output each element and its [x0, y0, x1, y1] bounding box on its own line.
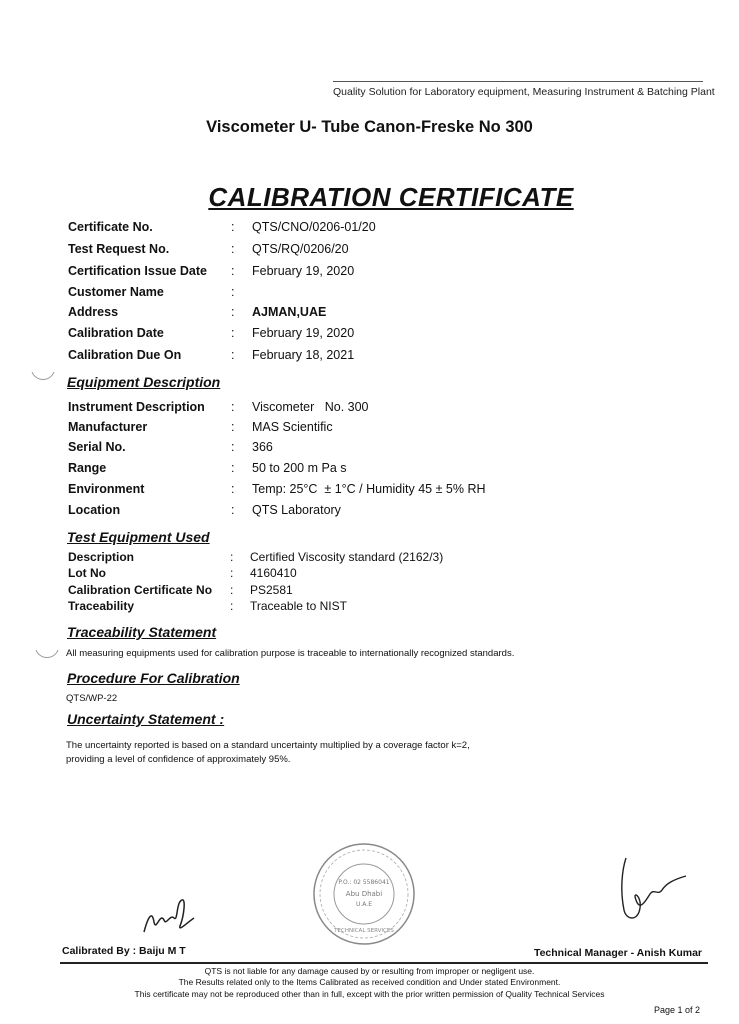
field-label: Calibration Date — [68, 326, 164, 340]
field-value: PS2581 — [250, 583, 293, 597]
field-colon: : — [231, 440, 235, 454]
footer-disclaimer-3: This certificate may not be reproduced other than in full, except with the prior written permission of Quality Technical Services — [134, 989, 605, 999]
field-label: Address — [68, 305, 119, 319]
footer-disclaimer-1: QTS is not liable for any damage caused by or resulting from improper or negligent use. — [204, 966, 535, 976]
field-colon: : — [231, 482, 235, 496]
footer-disclaimer-2: The Results related only to the Items Calibrated as received condition and Under stated Environment. — [178, 977, 561, 987]
procedure-text: QTS/WP-22 — [66, 693, 118, 704]
field-value: February 19, 2020 — [252, 326, 355, 340]
certificate-subject: Viscometer U- Tube Canon-Freske No 300 — [206, 118, 533, 136]
field-label: Lot No — [68, 566, 106, 580]
company-tagline: Quality Solution for Laboratory equipment, Measuring Instrument & Batching Plant — [333, 86, 715, 98]
header-rule — [333, 81, 703, 82]
punch-mark-icon — [34, 648, 60, 662]
field-colon: : — [231, 264, 235, 278]
traceability-heading: Traceability Statement — [67, 624, 217, 640]
field-colon: : — [231, 400, 235, 414]
field-label: Environment — [68, 482, 145, 496]
field-colon: : — [231, 420, 235, 434]
footer-rule — [60, 962, 708, 964]
field-value: Traceable to NIST — [250, 599, 347, 613]
field-colon: : — [231, 503, 235, 517]
field-value: QTS/RQ/0206/20 — [252, 242, 349, 256]
field-colon: : — [231, 461, 235, 475]
procedure-heading: Procedure For Calibration — [67, 670, 240, 686]
certificate-title: CALIBRATION CERTIFICATE — [208, 182, 574, 212]
field-label: Customer Name — [68, 285, 164, 299]
field-value: February 18, 2021 — [252, 348, 355, 362]
uncertainty-text-line2: providing a level of confidence of approximately 95%. — [66, 754, 291, 765]
field-label: Location — [68, 503, 121, 517]
field-label: Traceability — [68, 599, 135, 613]
field-label: Certificate No. — [68, 220, 153, 234]
field-value: AJMAN,UAE — [252, 305, 327, 319]
calibrator-signature — [140, 892, 200, 942]
field-colon: : — [230, 550, 234, 564]
field-label: Calibration Due On — [68, 348, 182, 362]
field-colon: : — [231, 285, 235, 299]
technical-manager: Technical Manager - Anish Kumar — [533, 947, 702, 959]
field-value: 366 — [252, 440, 273, 454]
page-number: Page 1 of 2 — [653, 1005, 700, 1015]
company-stamp — [308, 838, 420, 950]
field-colon: : — [231, 326, 235, 340]
field-value: QTS/CNO/0206-01/20 — [252, 220, 376, 234]
field-label: Test Request No. — [68, 242, 170, 256]
field-label: Certification Issue Date — [68, 264, 207, 278]
svg-text:P.O.: 02 5586041: P.O.: 02 5586041 — [338, 879, 390, 886]
field-colon: : — [231, 220, 235, 234]
field-label: Serial No. — [68, 440, 126, 454]
field-colon: : — [231, 348, 235, 362]
field-colon: : — [230, 583, 234, 597]
field-label: Calibration Certificate No — [68, 583, 213, 597]
field-label: Range — [68, 461, 107, 475]
manager-signature — [612, 850, 692, 930]
field-value: Viscometer No. 300 — [252, 400, 369, 414]
field-colon: : — [231, 305, 235, 319]
svg-text:TECHNICAL SERVICES: TECHNICAL SERVICES — [334, 928, 394, 934]
punch-mark-icon — [30, 370, 56, 384]
calibrated-by: Calibrated By : Baiju M T — [62, 945, 186, 957]
field-value: QTS Laboratory — [252, 503, 341, 517]
uncertainty-text-line1: The uncertainty reported is based on a standard uncertainty multiplied by a coverage factor k=2, — [66, 740, 470, 751]
field-colon: : — [231, 242, 235, 256]
field-label: Manufacturer — [68, 420, 148, 434]
svg-text:Abu Dhabi: Abu Dhabi — [345, 890, 383, 898]
field-label: Description — [68, 550, 135, 564]
field-value: February 19, 2020 — [252, 264, 355, 278]
svg-text:U.A.E: U.A.E — [356, 901, 372, 908]
test-equipment-heading: Test Equipment Used — [67, 529, 210, 545]
field-value: 4160410 — [250, 566, 297, 580]
field-colon: : — [230, 599, 234, 613]
field-value: MAS Scientific — [252, 420, 333, 434]
field-colon: : — [230, 566, 234, 580]
equipment-heading: Equipment Description — [67, 374, 221, 390]
traceability-text: All measuring equipments used for calibration purpose is traceable to internationally recognized standards. — [66, 648, 515, 659]
field-value: Certified Viscosity standard (2162/3) — [250, 550, 444, 564]
field-value: Temp: 25°C ± 1°C / Humidity 45 ± 5% RH — [252, 482, 486, 496]
field-label: Instrument Description — [68, 400, 205, 414]
uncertainty-heading: Uncertainty Statement : — [67, 711, 225, 727]
field-value: 50 to 200 m Pa s — [252, 461, 347, 475]
